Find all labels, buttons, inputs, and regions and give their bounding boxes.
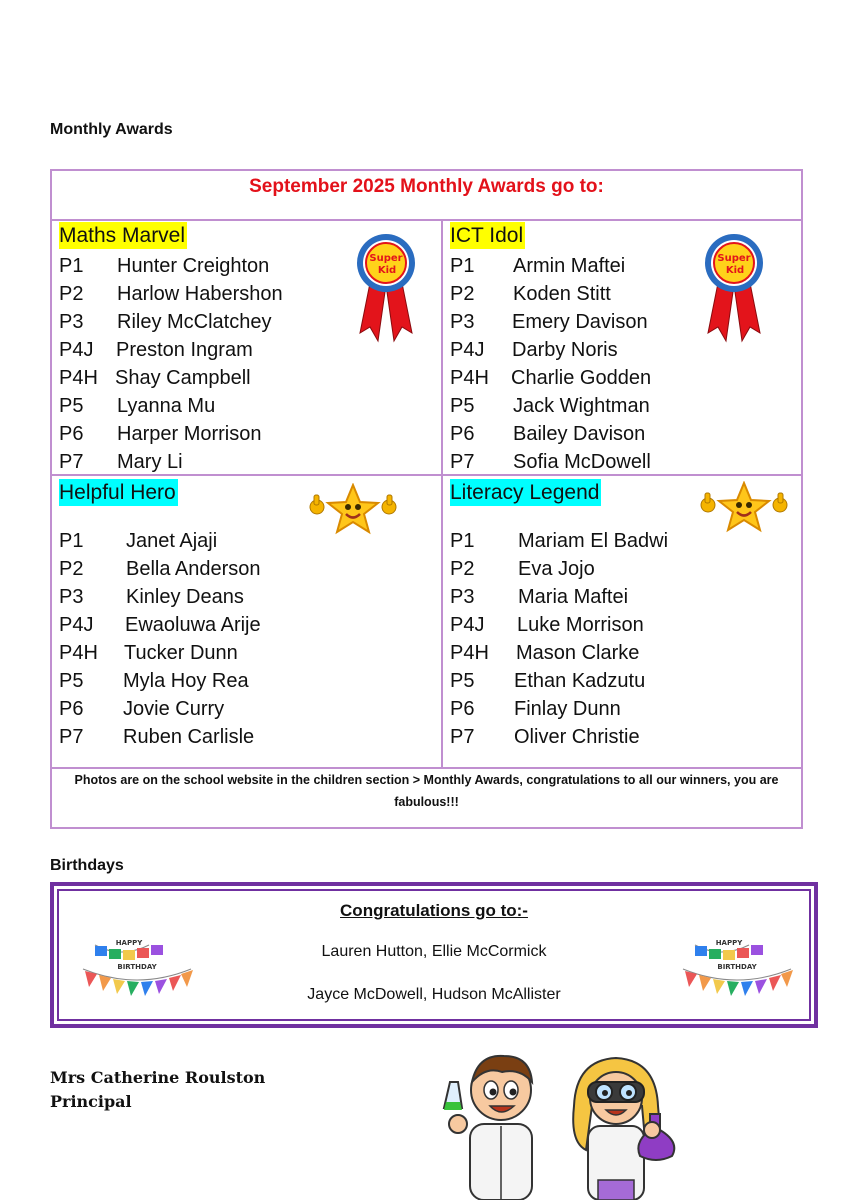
signature-block xyxy=(50,1066,265,1114)
cartoon-scientists-illustration xyxy=(436,1046,686,1200)
winner-name: Harlow Habershon xyxy=(117,283,283,305)
winner-name: Hunter Creighton xyxy=(117,255,270,277)
winner-name: Preston Ingram xyxy=(116,339,253,361)
winner-class: P4H xyxy=(59,642,98,664)
winner-class: P1 xyxy=(59,255,84,277)
principal-role: Principal xyxy=(50,1092,132,1111)
boy-scientist-icon xyxy=(444,1056,532,1200)
awards-table xyxy=(50,169,803,829)
winner-class: P4J xyxy=(59,339,94,361)
winner-name: Bailey Davison xyxy=(513,423,646,445)
winner-name: Darby Noris xyxy=(512,339,618,361)
winner-class: P6 xyxy=(450,423,475,445)
super-kid-badge-icon xyxy=(702,233,766,345)
winner-class: P7 xyxy=(450,451,475,473)
birthdays-box xyxy=(50,882,818,1028)
winner-name: Ruben Carlisle xyxy=(123,726,255,748)
birthdays-title: Congratulations go to:- xyxy=(340,901,528,920)
winner-class: P5 xyxy=(59,670,84,692)
category-title: Literacy Legend xyxy=(450,481,600,504)
winner-class: P1 xyxy=(450,530,475,552)
awards-title: September 2025 Monthly Awards go to: xyxy=(52,171,801,221)
winner-class: P4H xyxy=(450,367,489,389)
winner-class: P2 xyxy=(450,558,475,580)
winner-name: Bella Anderson xyxy=(126,558,261,580)
thumbs-up-star-icon xyxy=(307,483,399,539)
winner-class: P3 xyxy=(59,311,84,333)
winner-name: Finlay Dunn xyxy=(514,698,621,720)
winner-class: P1 xyxy=(59,530,84,552)
winner-name: Mason Clarke xyxy=(516,642,640,664)
winner-class: P2 xyxy=(59,283,84,305)
winner-class: P7 xyxy=(59,726,84,748)
winner-name: Riley McClatchey xyxy=(117,311,272,333)
winner-class: P5 xyxy=(450,670,475,692)
winner-name: Mary Li xyxy=(117,451,183,473)
winner-name: Myla Hoy Rea xyxy=(123,670,249,692)
happy-birthday-banner-icon xyxy=(681,939,799,1007)
winner-class: P3 xyxy=(59,586,84,608)
banner-text-bottom: BIRTHDAY xyxy=(717,963,757,971)
winner-name: Maria Maftei xyxy=(518,586,629,608)
winner-class: P1 xyxy=(450,255,475,277)
winner-class: P6 xyxy=(59,698,84,720)
winner-class: P3 xyxy=(450,586,475,608)
birthdays-heading: Birthdays xyxy=(50,857,124,874)
banner-text-top: HAPPY xyxy=(115,939,143,947)
winner-name: Mariam El Badwi xyxy=(518,530,669,552)
winner-name: Ewaoluwa Arije xyxy=(125,614,261,636)
super-kid-badge-icon xyxy=(354,233,418,345)
principal-name: Mrs Catherine Roulston xyxy=(50,1068,266,1087)
winner-class: P2 xyxy=(59,558,84,580)
monthly-awards-heading: Monthly Awards xyxy=(50,121,173,138)
badge-text-top: Super xyxy=(717,253,751,264)
awards-footer-note: Photos are on the school website in the children section > Monthly Awards, congratulations to all our winners, you are fabulous!!! xyxy=(74,773,779,809)
birthdays-inner-border xyxy=(57,889,811,1021)
banner-text-bottom: BIRTHDAY xyxy=(117,963,157,971)
thumbs-up-star-icon xyxy=(698,481,790,537)
badge-text-top: Super xyxy=(369,253,403,264)
winner-class: P4H xyxy=(450,642,489,664)
category-title: Maths Marvel xyxy=(59,224,186,247)
winner-class: P7 xyxy=(450,726,475,748)
winner-name: Tucker Dunn xyxy=(124,642,238,664)
banner-text-top: HAPPY xyxy=(715,939,743,947)
winner-name: Oliver Christie xyxy=(514,726,640,748)
winner-class: P4J xyxy=(450,614,485,636)
badge-text-bottom: Kid xyxy=(725,265,745,276)
winner-name: Luke Morrison xyxy=(517,614,644,636)
winner-name: Eva Jojo xyxy=(518,558,595,580)
birthdays-names-line-2: Jayce McDowell, Hudson McAllister xyxy=(307,986,561,1003)
winner-name: Kinley Deans xyxy=(126,586,244,608)
category-title: Helpful Hero xyxy=(59,481,176,504)
winner-name: Jovie Curry xyxy=(123,698,225,720)
winner-name: Emery Davison xyxy=(512,311,648,333)
winner-class: P6 xyxy=(450,698,475,720)
happy-birthday-banner-icon xyxy=(81,939,199,1007)
winner-name: Armin Maftei xyxy=(513,255,626,277)
birthdays-names-line-1: Lauren Hutton, Ellie McCormick xyxy=(321,943,547,960)
winner-name: Jack Wightman xyxy=(513,395,650,417)
table-divider-vertical xyxy=(441,219,443,767)
winner-class: P5 xyxy=(59,395,84,417)
winner-name: Koden Stitt xyxy=(513,283,611,305)
winner-name: Ethan Kadzutu xyxy=(514,670,646,692)
winner-name: Lyanna Mu xyxy=(117,395,216,417)
girl-scientist-icon xyxy=(573,1058,674,1200)
winner-class: P4J xyxy=(450,339,485,361)
winner-class: P4H xyxy=(59,367,98,389)
winner-name: Janet Ajaji xyxy=(126,530,218,552)
winner-class: P7 xyxy=(59,451,84,473)
badge-text-bottom: Kid xyxy=(377,265,397,276)
winner-name: Harper Morrison xyxy=(117,423,262,445)
category-title: ICT Idol xyxy=(450,224,524,247)
winner-class: P6 xyxy=(59,423,84,445)
winner-class: P5 xyxy=(450,395,475,417)
winner-class: P3 xyxy=(450,311,475,333)
winner-name: Shay Campbell xyxy=(115,367,251,389)
winner-class: P4J xyxy=(59,614,94,636)
winner-name: Sofia McDowell xyxy=(513,451,651,473)
winner-class: P2 xyxy=(450,283,475,305)
winner-name: Charlie Godden xyxy=(511,367,652,389)
